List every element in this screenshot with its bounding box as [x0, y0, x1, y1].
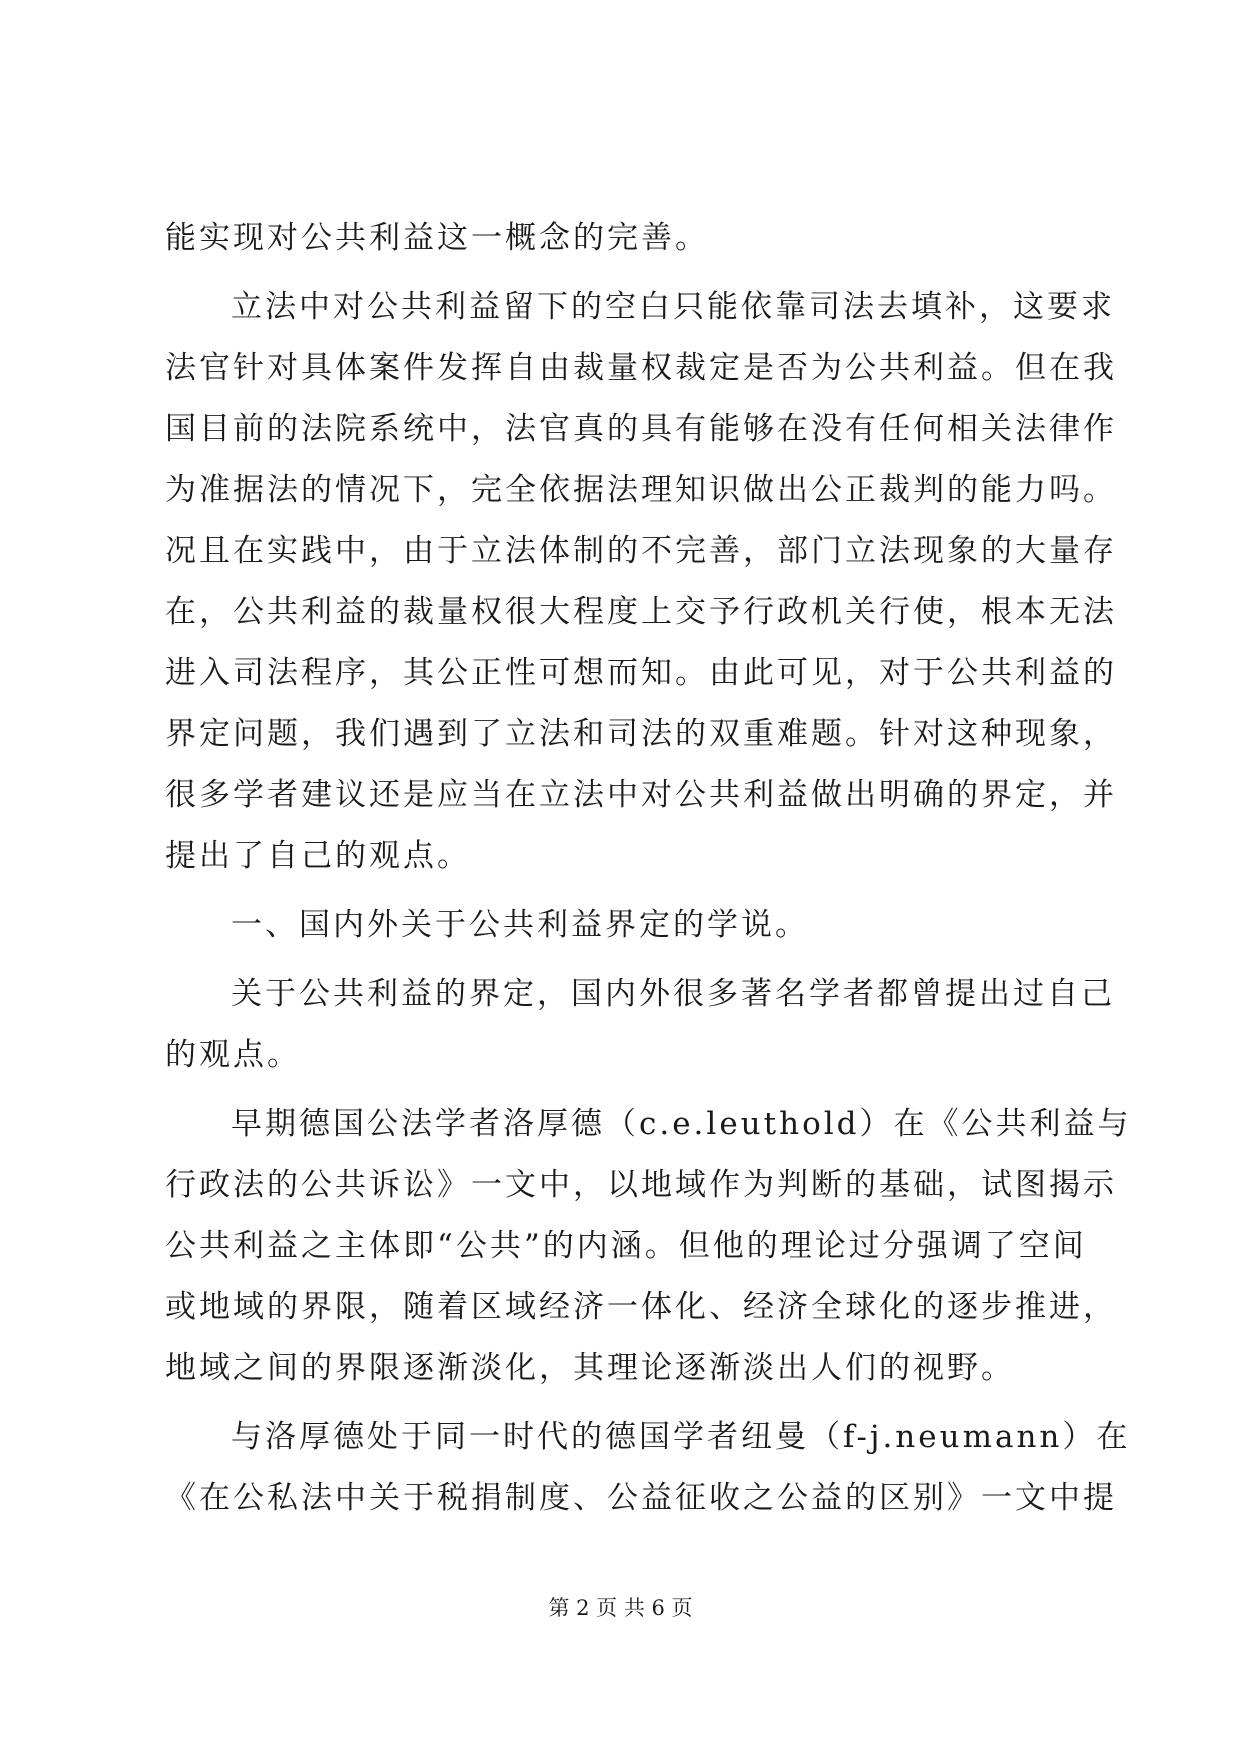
text-line: 法官针对具体案件发挥自由裁量权裁定是否为公共利益。但在我 [165, 350, 1117, 386]
paragraph-start-line: 关于公共利益的界定，国内外很多著名学者都曾提出过自己 [231, 976, 1115, 1012]
text-line: 国目前的法院系统中，法官真的具有能够在没有任何相关法律作 [165, 411, 1117, 447]
text-line: 或地域的界限，随着区域经济一体化、经济全球化的逐步推进， [165, 1289, 1117, 1325]
document-body [165, 208, 1132, 1529]
paragraph-start-line: 立法中对公共利益留下的空白只能依靠司法去填补，这要求 [231, 289, 1115, 325]
text-line: 能实现对公共利益这一概念的完善。 [165, 220, 709, 256]
paragraph-start-line: 早期德国公法学者洛厚德（c.e.leuthold）在《公共利益与 [231, 1106, 1132, 1142]
text-line: 为准据法的情况下，完全依据法理知识做出公正裁判的能力吗。 [165, 472, 1117, 508]
text-line: 地域之间的界限逐渐淡化，其理论逐渐淡出人们的视野。 [165, 1350, 1015, 1386]
text-line: 《在公私法中关于税捐制度、公益征收之公益的区别》一文中提 [165, 1480, 1117, 1516]
text-line: 提出了自己的观点。 [165, 838, 471, 874]
text-line: 行政法的公共诉讼》一文中，以地域作为判断的基础，试图揭示 [165, 1167, 1117, 1203]
text-line: 况且在实践中，由于立法体制的不完善，部门立法现象的大量存 [165, 533, 1117, 569]
page-footer: 第 2 页 共 6 页 [548, 1596, 693, 1620]
text-line: 的观点。 [165, 1037, 301, 1073]
text-line: 进入司法程序，其公正性可想而知。由此可见，对于公共利益的 [165, 655, 1117, 691]
section-heading: 一、国内外关于公共利益界定的学说。 [231, 907, 809, 943]
text-line: 很多学者建议还是应当在立法中对公共利益做出明确的界定，并 [165, 777, 1117, 813]
text-line: 界定问题，我们遇到了立法和司法的双重难题。针对这种现象， [165, 716, 1117, 752]
text-line: 公共利益之主体即“公共”的内涵。但他的理论过分强调了空间 [165, 1228, 1087, 1264]
paragraph-start-line: 与洛厚德处于同一时代的德国学者纽曼（f-j.neumann）在 [231, 1419, 1131, 1455]
text-line: 在，公共利益的裁量权很大程度上交予行政机关行使，根本无法 [165, 594, 1117, 630]
